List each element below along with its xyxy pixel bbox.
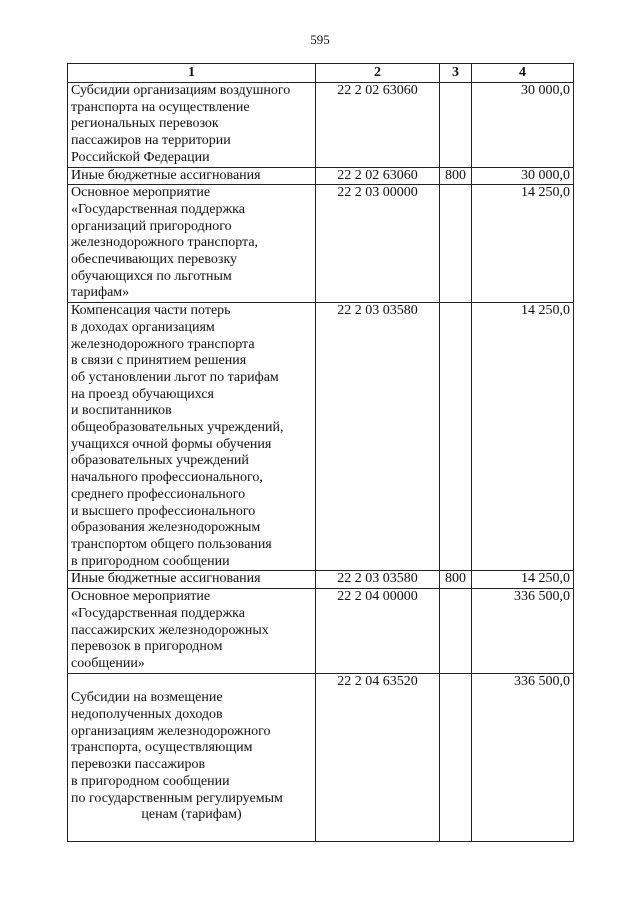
row-code: 22 2 03 00000	[316, 185, 440, 303]
table-row	[68, 83, 574, 168]
table-row	[68, 303, 574, 571]
table-row	[68, 589, 574, 674]
row-amount: 14 250,0	[472, 185, 574, 303]
page-number: 595	[310, 32, 330, 47]
row-amount: 30 000,0	[472, 83, 574, 168]
row-name: Основное мероприятие «Государственная поддержка пассажирских железнодорожных перевозок в пригородном сообщении»	[68, 589, 316, 674]
row-code: 22 2 02 63060	[316, 167, 440, 185]
row-type	[440, 83, 472, 168]
column-header-1: 1	[68, 64, 316, 83]
budget-table	[67, 63, 574, 842]
row-type: 800	[440, 571, 472, 589]
row-amount: 30 000,0	[472, 167, 574, 185]
row-code: 22 2 03 03580	[316, 571, 440, 589]
row-amount: 336 500,0	[472, 673, 574, 841]
row-name: Компенсация части потерь в доходах организациям железнодорожного транспорта в связи с принятием решения об установлении льгот по тарифам на проезд обучающихся и воспитанников общеобразовательных учреждений, учащихся очной формы обучения образовательных учреждений начального профессионального, среднего профессионального и высшего профессионального образования железнодорожным транспортом общего пользования в пригородном сообщении	[68, 303, 316, 571]
row-amount: 14 250,0	[472, 571, 574, 589]
row-amount: 14 250,0	[472, 303, 574, 571]
row-name: Субсидии организациям воздушного транспорта на осуществление региональных перевозок пассажиров на территории Российской Федерации	[68, 83, 316, 168]
row-name-tail: ценам (тарифам)	[141, 807, 242, 823]
row-type	[440, 303, 472, 571]
row-type	[440, 185, 472, 303]
table-row	[68, 167, 574, 185]
column-header-3: 3	[440, 64, 472, 83]
row-code: 22 2 04 63520	[316, 673, 440, 841]
row-name	[68, 673, 316, 841]
row-type	[440, 673, 472, 841]
row-type	[440, 589, 472, 674]
row-type: 800	[440, 167, 472, 185]
table-row	[68, 185, 574, 303]
table-row	[68, 673, 574, 841]
row-code: 22 2 04 00000	[316, 589, 440, 674]
row-code: 22 2 02 63060	[316, 83, 440, 168]
row-name: Основное мероприятие «Государственная поддержка организаций пригородного железнодорожного транспорта, обеспечивающих перевозку обучающихся по льготным тарифам»	[68, 185, 316, 303]
row-amount: 336 500,0	[472, 589, 574, 674]
table-header-row	[68, 64, 574, 83]
column-header-2: 2	[316, 64, 440, 83]
row-name: Иные бюджетные ассигнования	[68, 167, 316, 185]
column-header-4: 4	[472, 64, 574, 83]
row-name: Иные бюджетные ассигнования	[68, 571, 316, 589]
row-code: 22 2 03 03580	[316, 303, 440, 571]
row-name-text: Субсидии на возмещение недополученных доходов организациям железнодорожного транспорта, осуществляющим перевозки пассажиров в пригородном сообщении по государственным регулируемым	[71, 690, 283, 806]
table-row	[68, 571, 574, 589]
